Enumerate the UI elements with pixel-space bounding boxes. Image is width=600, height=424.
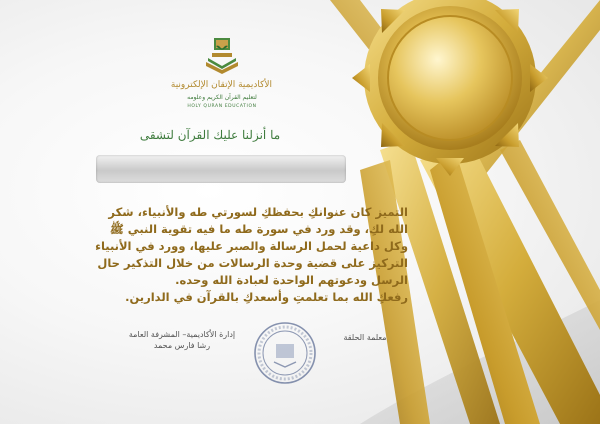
- body-line: الله لكِ، وقد ورد في سورة طه ما فيه تقوية النبي ﷺ: [109, 222, 408, 236]
- academy-stamp: [252, 320, 318, 386]
- logo-english: HOLY QURAN EDUCATION: [187, 104, 257, 109]
- student-name-field[interactable]: [96, 155, 346, 183]
- body-line: التركيز على قضية وحدة الرسالات من خلال التذكير حال: [97, 256, 408, 270]
- body-line: التميز كان عنوانكِ بحفظكِ لسورتي طه والأنبياء، شكر: [108, 205, 408, 219]
- quran-book-icon: [202, 36, 242, 78]
- quran-verse: ما أنزلنا عليك القرآن لتشقى: [139, 128, 281, 142]
- certificate-body: [58, 204, 408, 306]
- admin-signature: [112, 329, 252, 351]
- body-line: الرسل ودعوتهم الواحدة لعبادة الله وحده.: [175, 273, 408, 287]
- logo-name: الأكاديمية الإتقان الإلكترونية: [170, 80, 272, 90]
- body-line: وكل داعية لحمل الرسالة والصبر عليها، وورد في الأنبياء: [95, 239, 408, 253]
- teacher-signature: معلمة الحلقة: [343, 333, 387, 342]
- academy-logo: [172, 36, 272, 116]
- body-line: رفعكِ الله بما تعلمتِ وأسعدكِ بالقرآن في الدارين.: [125, 290, 408, 304]
- logo-subtitle: لتعليم القرآن الكريم وعلومه: [187, 94, 257, 101]
- admin-name: رشا فارس محمد: [153, 341, 211, 350]
- admin-title: إدارة الأكاديمية– المشرفة العامة: [128, 330, 236, 339]
